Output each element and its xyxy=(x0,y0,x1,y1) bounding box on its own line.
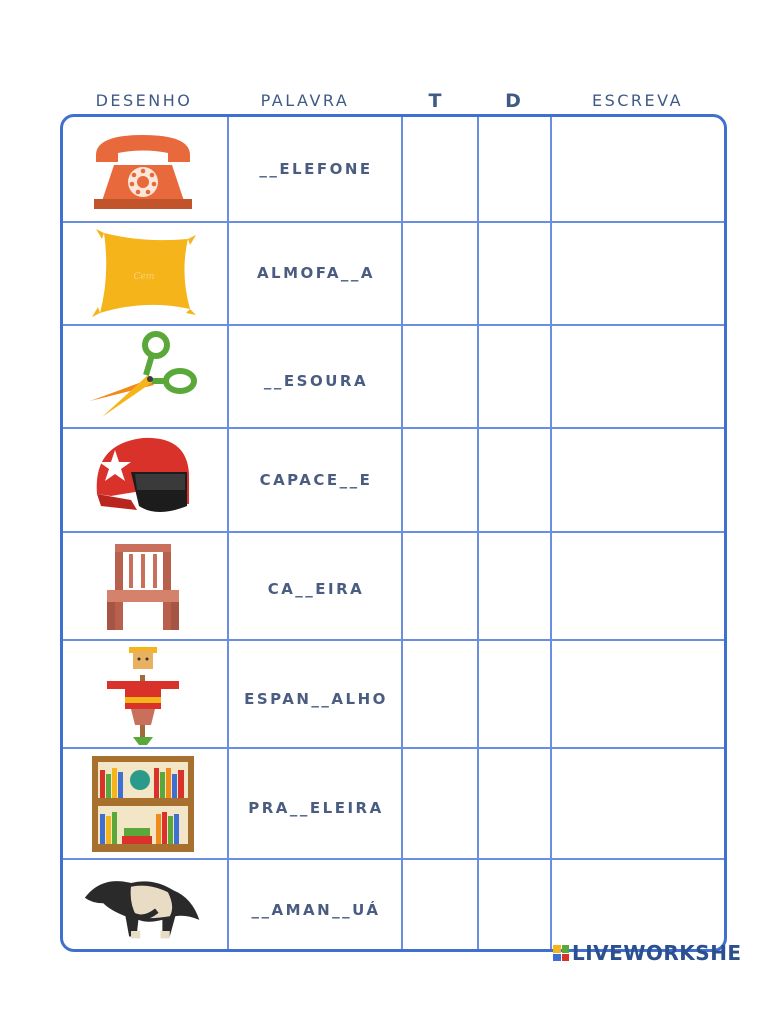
header-t: T xyxy=(428,90,442,112)
word-cell: PRA__ELEIRA xyxy=(248,799,384,817)
scarecrow-icon xyxy=(83,645,203,745)
pillow-icon xyxy=(83,227,203,319)
header-word: PALAVRA xyxy=(260,91,350,110)
helmet-icon xyxy=(83,433,203,521)
header-drawing: DESENHO xyxy=(95,91,193,110)
worksheet-table xyxy=(60,114,727,952)
word-cell: CAPACE__E xyxy=(259,471,373,489)
liveworksheets-logo xyxy=(553,941,742,965)
logo-icon xyxy=(553,945,569,961)
word-cell: ESPAN__ALHO xyxy=(244,690,388,708)
word-cell: __ELEFONE xyxy=(259,160,373,178)
header-d: D xyxy=(505,90,521,112)
watermark-text: LIVEWORKSHE xyxy=(572,941,742,965)
telephone-icon xyxy=(83,125,203,215)
word-cell: CA__EIRA xyxy=(267,580,365,598)
word-cell: __ESOURA xyxy=(263,372,369,390)
header-write: ESCREVA xyxy=(591,91,684,110)
word-cell: ALMOFA__A xyxy=(256,264,376,282)
word-cell: __AMAN__UÁ xyxy=(251,901,381,919)
svg-text:Cem: Cem xyxy=(133,272,155,282)
chair-icon xyxy=(83,539,203,633)
bookshelf-icon xyxy=(83,753,203,855)
anteater-icon xyxy=(83,865,203,949)
scissors-icon xyxy=(83,331,203,421)
